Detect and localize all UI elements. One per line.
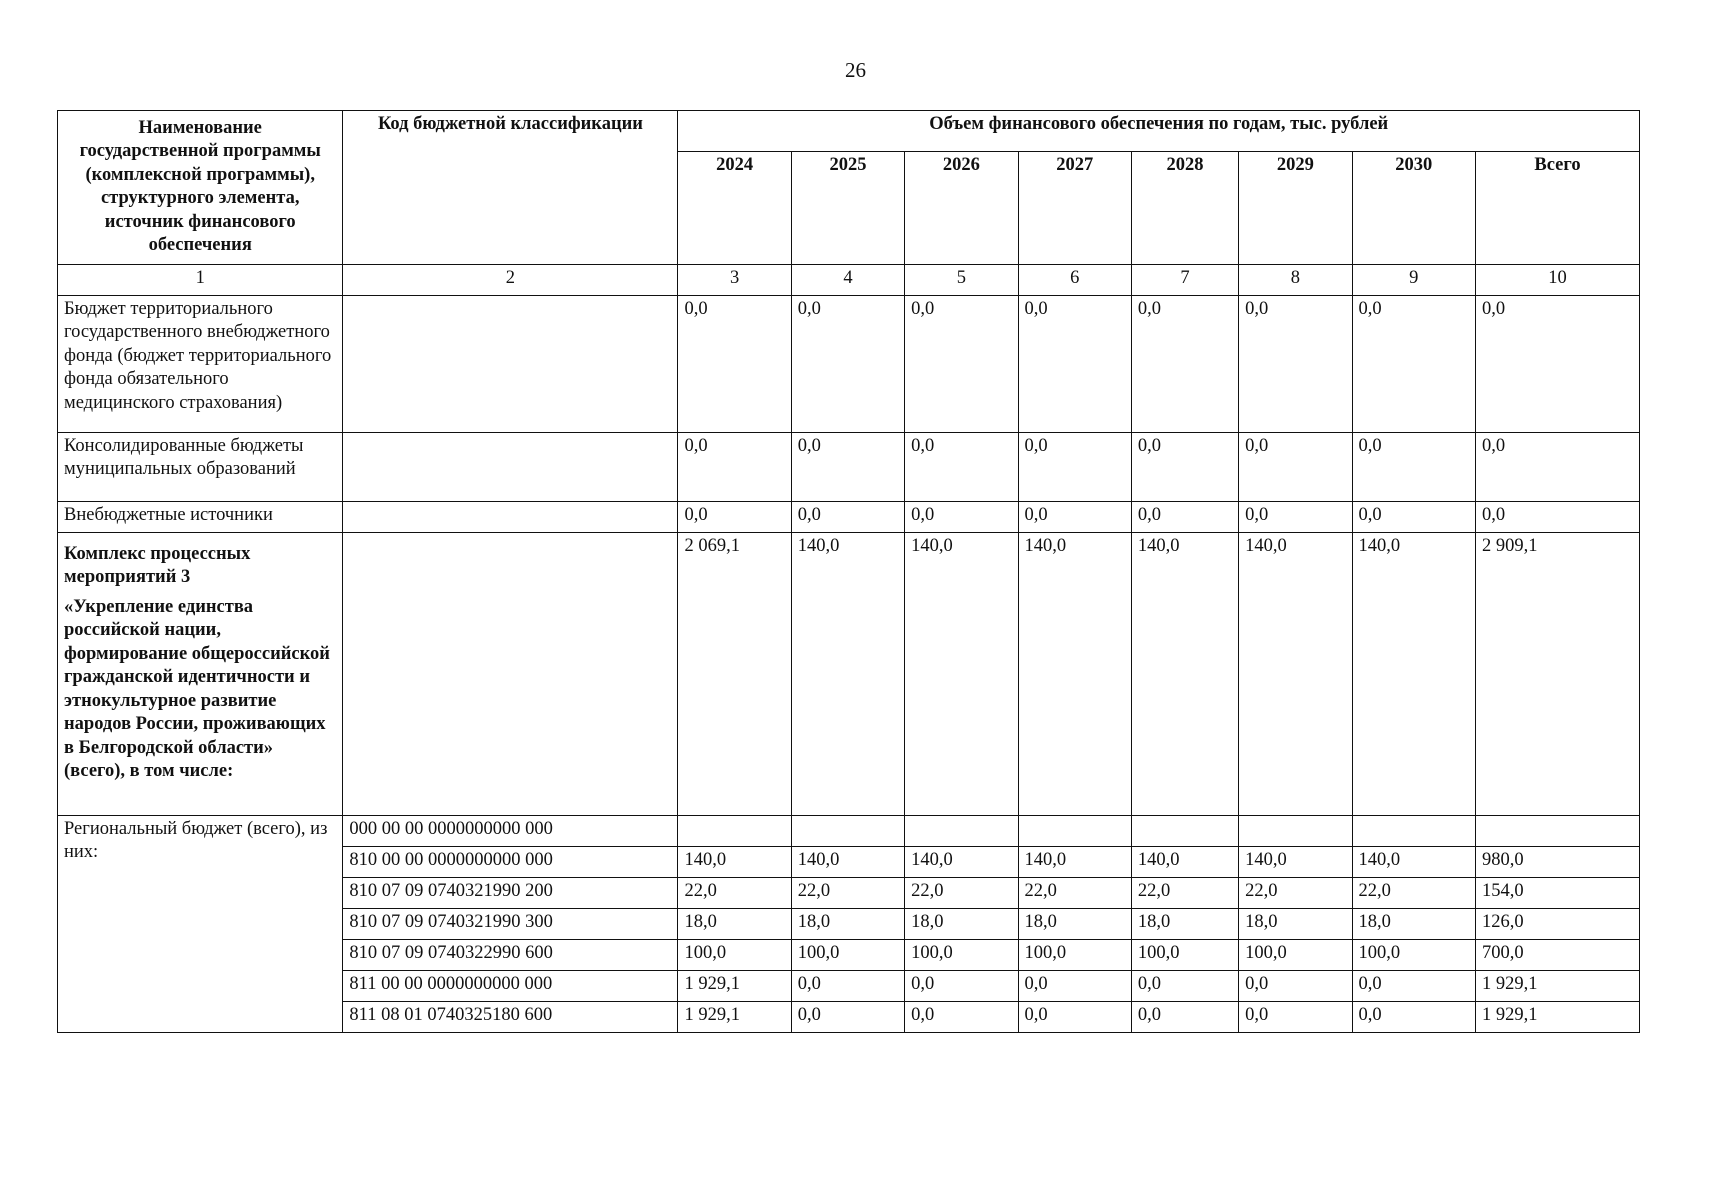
value-cell: 140,0 xyxy=(905,532,1018,815)
page-number: 26 xyxy=(845,58,866,82)
value-cell: 0,0 xyxy=(1131,432,1238,501)
value-cell: 0,0 xyxy=(1352,432,1475,501)
value-cell: 18,0 xyxy=(1352,908,1475,939)
value-cell: 100,0 xyxy=(1352,939,1475,970)
header-volume: Объем финансового обеспечения по годам, тыс. рублей xyxy=(678,111,1640,152)
value-cell: 0,0 xyxy=(678,501,791,532)
header-year: 2030 xyxy=(1352,151,1475,264)
complex-subtitle: «Укрепление единства российской нации, формирование общероссийской гражданской идентичности и этнокультурное развитие народов России, проживающих в Белгородской области» (всего), в том числе: xyxy=(64,596,330,782)
value-cell: 0,0 xyxy=(791,432,904,501)
value-cell xyxy=(678,815,791,846)
column-number: 9 xyxy=(1352,264,1475,295)
value-cell: 100,0 xyxy=(1131,939,1238,970)
value-cell: 22,0 xyxy=(1131,877,1238,908)
header-year: 2024 xyxy=(678,151,791,264)
value-cell: 0,0 xyxy=(905,501,1018,532)
row-code xyxy=(343,295,678,432)
value-cell: 0,0 xyxy=(1131,1001,1238,1032)
column-number: 6 xyxy=(1018,264,1131,295)
value-cell: 0,0 xyxy=(1018,432,1131,501)
complex-title: Комплекс процессных мероприятий 3 xyxy=(64,543,251,588)
value-cell: 0,0 xyxy=(1018,501,1131,532)
value-cell: 0,0 xyxy=(905,970,1018,1001)
header-total: Всего xyxy=(1475,151,1639,264)
value-cell: 0,0 xyxy=(1352,501,1475,532)
total-cell: 980,0 xyxy=(1475,846,1639,877)
column-number: 1 xyxy=(58,264,343,295)
value-cell: 22,0 xyxy=(791,877,904,908)
value-cell xyxy=(1239,815,1352,846)
value-cell: 100,0 xyxy=(791,939,904,970)
value-cell: 0,0 xyxy=(791,970,904,1001)
table-row xyxy=(58,295,1640,432)
value-cell: 0,0 xyxy=(1018,295,1131,432)
table-row xyxy=(58,432,1640,501)
value-cell xyxy=(1131,815,1238,846)
value-cell: 140,0 xyxy=(1018,846,1131,877)
column-number: 7 xyxy=(1131,264,1238,295)
value-cell: 2 069,1 xyxy=(678,532,791,815)
value-cell: 0,0 xyxy=(678,432,791,501)
value-cell: 140,0 xyxy=(791,532,904,815)
value-cell: 0,0 xyxy=(1018,1001,1131,1032)
total-cell: 2 909,1 xyxy=(1475,532,1639,815)
column-number-row xyxy=(58,264,1640,295)
column-number: 3 xyxy=(678,264,791,295)
total-cell: 126,0 xyxy=(1475,908,1639,939)
total-cell: 700,0 xyxy=(1475,939,1639,970)
header-year: 2026 xyxy=(905,151,1018,264)
value-cell: 140,0 xyxy=(678,846,791,877)
total-cell: 154,0 xyxy=(1475,877,1639,908)
row-code xyxy=(343,501,678,532)
value-cell: 1 929,1 xyxy=(678,970,791,1001)
total-cell: 0,0 xyxy=(1475,295,1639,432)
row-name: Бюджет территориального государственного внебюджетного фонда (бюджет территориального фонда обязательного медицинского страхования) xyxy=(58,295,343,432)
value-cell xyxy=(905,815,1018,846)
value-cell: 140,0 xyxy=(1239,846,1352,877)
value-cell: 140,0 xyxy=(1018,532,1131,815)
value-cell xyxy=(1018,815,1131,846)
value-cell: 0,0 xyxy=(678,295,791,432)
value-cell: 18,0 xyxy=(1018,908,1131,939)
value-cell: 0,0 xyxy=(1239,501,1352,532)
header-code: Код бюджетной классификации xyxy=(343,111,678,265)
value-cell: 140,0 xyxy=(1239,532,1352,815)
value-cell: 0,0 xyxy=(1131,970,1238,1001)
value-cell: 18,0 xyxy=(1131,908,1238,939)
value-cell: 0,0 xyxy=(1239,1001,1352,1032)
row-code: 810 07 09 0740322990 600 xyxy=(343,939,678,970)
value-cell: 100,0 xyxy=(678,939,791,970)
value-cell: 18,0 xyxy=(791,908,904,939)
value-cell: 22,0 xyxy=(1018,877,1131,908)
header-year: 2027 xyxy=(1018,151,1131,264)
total-cell: 0,0 xyxy=(1475,501,1639,532)
value-cell: 0,0 xyxy=(791,501,904,532)
header-year: 2029 xyxy=(1239,151,1352,264)
table-row xyxy=(58,532,1640,815)
column-number: 10 xyxy=(1475,264,1639,295)
value-cell xyxy=(1352,815,1475,846)
value-cell: 0,0 xyxy=(1131,295,1238,432)
value-cell: 18,0 xyxy=(678,908,791,939)
value-cell: 22,0 xyxy=(678,877,791,908)
row-name: Внебюджетные источники xyxy=(58,501,343,532)
total-cell: 0,0 xyxy=(1475,432,1639,501)
header-year: 2028 xyxy=(1131,151,1238,264)
value-cell: 0,0 xyxy=(791,1001,904,1032)
value-cell: 140,0 xyxy=(1352,532,1475,815)
row-code xyxy=(343,532,678,815)
value-cell: 140,0 xyxy=(1131,846,1238,877)
total-cell: 1 929,1 xyxy=(1475,970,1639,1001)
column-number: 4 xyxy=(791,264,904,295)
complex-name-cell xyxy=(58,532,343,815)
value-cell xyxy=(791,815,904,846)
value-cell: 140,0 xyxy=(1131,532,1238,815)
column-number: 8 xyxy=(1239,264,1352,295)
row-name: Консолидированные бюджеты муниципальных образований xyxy=(58,432,343,501)
column-number: 5 xyxy=(905,264,1018,295)
table-row xyxy=(58,815,1640,846)
value-cell: 0,0 xyxy=(905,1001,1018,1032)
value-cell: 0,0 xyxy=(1239,295,1352,432)
value-cell: 22,0 xyxy=(1352,877,1475,908)
row-code: 811 00 00 0000000000 000 xyxy=(343,970,678,1001)
row-code: 000 00 00 0000000000 000 xyxy=(343,815,678,846)
value-cell: 0,0 xyxy=(1018,970,1131,1001)
value-cell: 22,0 xyxy=(1239,877,1352,908)
value-cell: 140,0 xyxy=(905,846,1018,877)
value-cell: 18,0 xyxy=(905,908,1018,939)
value-cell: 140,0 xyxy=(791,846,904,877)
value-cell: 0,0 xyxy=(1352,295,1475,432)
value-cell: 0,0 xyxy=(905,432,1018,501)
value-cell: 0,0 xyxy=(1352,970,1475,1001)
value-cell: 1 929,1 xyxy=(678,1001,791,1032)
row-code: 811 08 01 0740325180 600 xyxy=(343,1001,678,1032)
value-cell: 0,0 xyxy=(1239,970,1352,1001)
value-cell: 140,0 xyxy=(1352,846,1475,877)
budget-table xyxy=(57,110,1640,1033)
value-cell: 0,0 xyxy=(791,295,904,432)
value-cell: 0,0 xyxy=(1352,1001,1475,1032)
column-number: 2 xyxy=(343,264,678,295)
value-cell: 0,0 xyxy=(1239,432,1352,501)
header-name: Наименование государственной программы (комплексной программы), структурного элемента, источник финансового обеспечения xyxy=(58,111,343,265)
value-cell: 18,0 xyxy=(1239,908,1352,939)
row-code: 810 00 00 0000000000 000 xyxy=(343,846,678,877)
value-cell: 100,0 xyxy=(1239,939,1352,970)
header-year: 2025 xyxy=(791,151,904,264)
total-cell xyxy=(1475,815,1639,846)
regional-name: Региональный бюджет (всего), из них: xyxy=(58,815,343,1032)
value-cell: 100,0 xyxy=(905,939,1018,970)
table-row xyxy=(58,501,1640,532)
row-code xyxy=(343,432,678,501)
row-code: 810 07 09 0740321990 200 xyxy=(343,877,678,908)
total-cell: 1 929,1 xyxy=(1475,1001,1639,1032)
value-cell: 100,0 xyxy=(1018,939,1131,970)
value-cell: 0,0 xyxy=(905,295,1018,432)
value-cell: 0,0 xyxy=(1131,501,1238,532)
row-code: 810 07 09 0740321990 300 xyxy=(343,908,678,939)
value-cell: 22,0 xyxy=(905,877,1018,908)
